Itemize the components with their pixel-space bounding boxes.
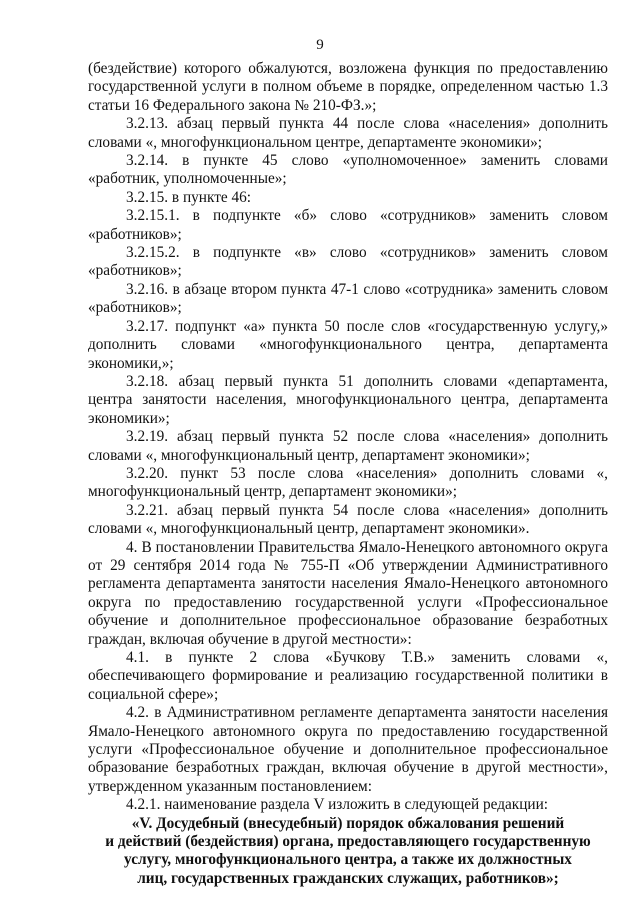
paragraph-3-2-14: 3.2.14. в пункте 45 слово «уполномоченное» заменить словами «работник, уполномоченные»; [88, 152, 608, 188]
page-number: 9 [316, 37, 324, 53]
document-body [88, 60, 608, 888]
section-heading-line-1: «V. Досудебный (внесудебный) порядок обжалования решений [131, 814, 565, 832]
paragraph-4-2: 4.2. в Административном регламенте департамента занятости населения Ямало-Ненецкого автономного округа по предоставлению государственной услуги «Профессиональное обучение и дополнительное профессиональное образование безработных граждан, включая обучение в другой местности», утвержденном указанным постановлением: [88, 704, 608, 795]
paragraph-3-2-20: 3.2.20. пункт 53 после слова «населения» дополнить словами «, многофункциональный центр, департамент экономики»; [88, 464, 608, 501]
paragraph-continuation: (бездействие) которого обжалуются, возложена функция по предоставлению государственной услуги в полном объеме в порядке, определенном частью 1.3 статьи 16 Федерального закона № 210-ФЗ.»; [88, 60, 608, 114]
paragraph-3-2-15-1: 3.2.15.1. в подпункте «б» слово «сотрудников» заменить словом «работников»; [88, 207, 608, 243]
paragraph-3-2-21: 3.2.21. абзац первый пункта 54 после слова «населения» дополнить словами «, многофункциональный центр, департамент экономики». [88, 501, 608, 538]
paragraph-4-1: 4.1. в пункте 2 слова «Бучкову Т.В.» заменить словами «, обеспечивающего формирование и реализацию государственной политики в социальной сфере»; [88, 649, 608, 703]
section-heading-line-4: лиц, государственных гражданских служащих, работников»; [137, 869, 559, 887]
paragraph-3-2-15-2: 3.2.15.2. в подпункте «в» слово «сотрудников» заменить словом «работников»; [88, 244, 608, 280]
section-heading-line-2: и действий (бездействия) органа, предоставляющего государственную [105, 833, 591, 851]
paragraph-4: 4. В постановлении Правительства Ямало-Ненецкого автономного округа от 29 сентября 2014 года № 755-П «Об утверждении Административного регламента департамента занятости населения Ямало-Ненецкого автономного округа по предоставлению государственной услуги «Профессиональное обучение и дополнительное профессиональное образование безработных граждан, включая обучение в другой местности»: [88, 538, 608, 648]
section-heading-line-3: услугу, многофункционального центра, а также их должностных [124, 851, 572, 869]
paragraph-3-2-17: 3.2.17. подпункт «а» пункта 50 после слов «государственную услугу,» дополнить словами «многофункционального центра, департамента экономики,»; [88, 317, 608, 372]
paragraph-3-2-15: 3.2.15. в пункте 46: [126, 188, 252, 206]
paragraph-3-2-19: 3.2.19. абзац первый пункта 52 после слова «населения» дополнить словами «, многофункциональный центр, департамент экономики»; [88, 428, 608, 464]
paragraph-3-2-18: 3.2.18. абзац первый пункта 51 дополнить словами «департамента, центра занятости населения, многофункционального центра, департамента экономики»; [88, 372, 608, 427]
section-heading [88, 815, 608, 889]
paragraph-3-2-13: 3.2.13. абзац первый пункта 44 после слова «населения» дополнить словами «, многофункциональном центре, департаменте экономики»; [88, 115, 608, 151]
paragraph-3-2-16: 3.2.16. в абзаце втором пункта 47-1 слово «сотрудника» заменить словом «работников»; [88, 280, 608, 317]
paragraph-4-2-1: 4.2.1. наименование раздела V изложить в следующей редакции: [126, 796, 549, 814]
